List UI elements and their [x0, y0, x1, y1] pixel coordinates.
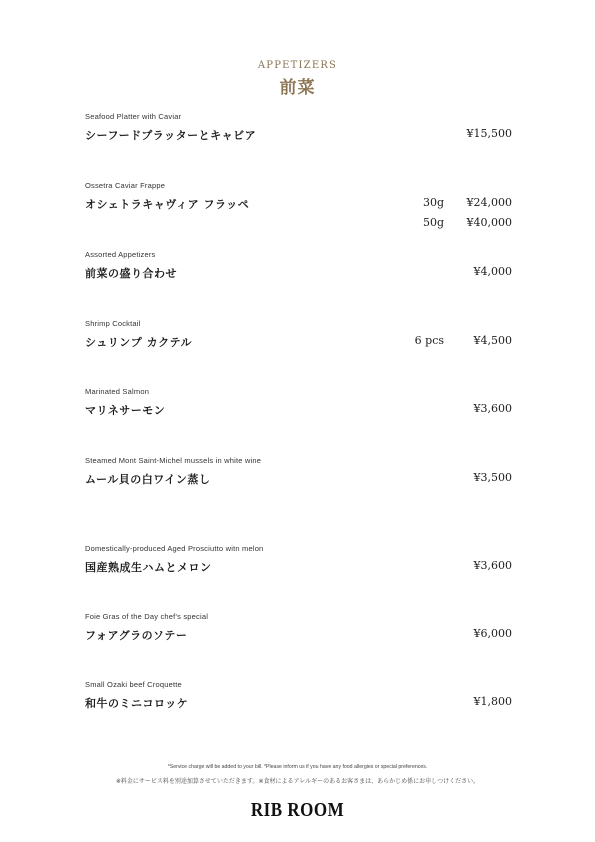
- item-name-ja: マリネサーモン: [85, 404, 166, 417]
- item-quantity: 50g: [422, 216, 444, 229]
- item-name-ja: ムール貝の白ワイン蒸し: [85, 473, 211, 486]
- item-name-ja: 和牛のミニコロッケ: [85, 697, 189, 710]
- item-price: ¥3,500: [473, 471, 512, 484]
- footer-note-en: *Service charge will be added to your bill. *Please inform us if you have any food allergies or special preferences.: [167, 764, 428, 770]
- item-price: ¥4,500: [473, 334, 512, 347]
- menu-item: [85, 456, 512, 487]
- item-name-en: Assorted Appetizers: [85, 250, 156, 259]
- item-name-ja: オシェトラキャヴィア フラッペ: [85, 198, 250, 211]
- item-quantity: 30g: [422, 196, 444, 209]
- menu-item: [85, 250, 512, 281]
- item-row: [85, 471, 512, 487]
- item-name-ja: 国産熟成生ハムとメロン: [85, 561, 212, 574]
- item-price: ¥3,600: [473, 559, 512, 572]
- menu-item: [85, 387, 512, 418]
- item-price: ¥24,000: [466, 196, 512, 209]
- item-row: [85, 334, 512, 350]
- item-name-en: Seafood Platter with Caviar: [85, 112, 182, 121]
- item-price: ¥15,500: [466, 127, 512, 140]
- menu-item: [85, 612, 512, 643]
- menu-item: [85, 544, 512, 575]
- item-price: ¥4,000: [473, 265, 512, 278]
- menu-item: [85, 181, 512, 232]
- item-name-en: Marinated Salmon: [85, 387, 150, 396]
- section-title-en: APPETIZERS: [257, 60, 338, 71]
- item-name-en: Domestically-produced Aged Prosciutto witn melon: [85, 544, 264, 553]
- item-row: [85, 265, 512, 281]
- section-title-ja: 前菜: [279, 78, 316, 98]
- menu-header: [0, 60, 595, 98]
- item-name-en: Small Ozaki beef Croquette: [85, 680, 182, 689]
- item-row: [85, 402, 512, 418]
- item-price: ¥40,000: [466, 216, 512, 229]
- item-name-ja: 前菜の盛り合わせ: [85, 267, 177, 280]
- item-price: ¥6,000: [473, 627, 512, 640]
- footer-notes: [0, 764, 595, 785]
- item-row: [85, 695, 512, 711]
- item-name-ja: シュリンプ カクテル: [85, 336, 193, 349]
- brand-logo: RIB ROOM: [250, 798, 345, 821]
- item-row: [85, 127, 512, 143]
- footer-note-ja: ※料金にサービス料を別途加算させていただきます。※食材によるアレルギーのあるお客さまは、あらかじめ係にお申しつけください。: [115, 779, 480, 785]
- item-name-en: Ossetra Caviar Frappe: [85, 181, 166, 190]
- item-quantity: 6 pcs: [414, 334, 444, 347]
- item-row: [85, 627, 512, 643]
- item-name-ja: フォアグラのソテー: [85, 629, 188, 642]
- item-name-en: Foie Gras of the Day chef's special: [85, 612, 209, 621]
- item-price: ¥1,800: [473, 695, 512, 708]
- menu-item: [85, 680, 512, 711]
- item-price: ¥3,600: [473, 402, 512, 415]
- item-row: [85, 196, 512, 212]
- item-row: [85, 216, 512, 232]
- item-row: [85, 559, 512, 575]
- menu-item: [85, 112, 512, 143]
- item-name-ja: シーフードプラッターとキャビア: [85, 129, 257, 142]
- menu-item: [85, 319, 512, 350]
- item-name-en: Shrimp Cocktail: [85, 319, 141, 328]
- item-name-en: Steamed Mont Saint-Michel mussels in white wine: [85, 456, 262, 465]
